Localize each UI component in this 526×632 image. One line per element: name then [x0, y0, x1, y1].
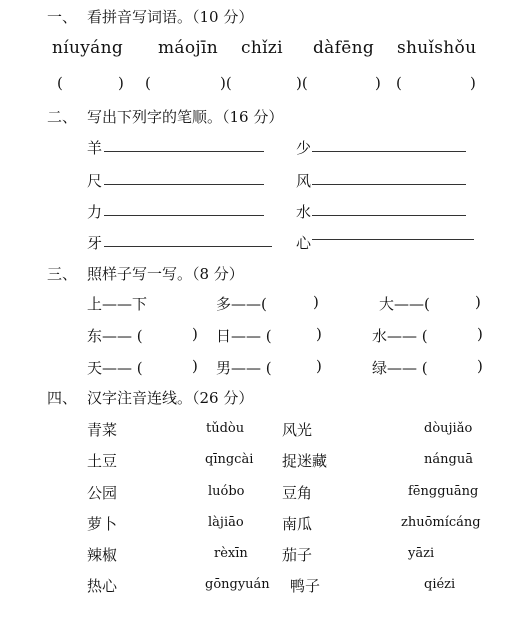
answer-paren: ( [57, 74, 63, 92]
stroke-char: 力 [87, 203, 103, 221]
pinyin-2: máojīn [158, 38, 218, 58]
match-right-word: 南瓜 [282, 515, 313, 533]
stroke-answer-line [312, 151, 466, 152]
pinyin-5: shuǐshǒu [397, 38, 477, 58]
example-item: ) [192, 325, 198, 343]
match-right-pinyin: qiézi [424, 577, 456, 592]
match-right-pinyin: dòujiǎo [424, 421, 473, 436]
section-2-title: 写出下列字的笔顺。（16 分） [87, 108, 284, 126]
match-left-pinyin: luóbo [208, 484, 245, 499]
stroke-answer-line [312, 239, 474, 240]
stroke-answer-line [104, 151, 264, 152]
match-left-pinyin: làjiāo [208, 515, 244, 530]
match-right-word: 茄子 [282, 546, 313, 564]
match-right-pinyin: nánguā [424, 452, 473, 467]
match-right-word: 风光 [282, 421, 313, 439]
match-left-word: 辣椒 [87, 546, 118, 564]
stroke-answer-line [104, 215, 264, 216]
match-right-pinyin: yāzi [408, 546, 435, 561]
match-left-pinyin: gōngyuán [205, 577, 270, 592]
answer-paren: ) [470, 74, 476, 92]
example-item: 天—— ( [87, 359, 143, 377]
answer-paren: ( [145, 74, 151, 92]
example-item: ) [316, 357, 322, 375]
stroke-char: 水 [296, 203, 312, 221]
stroke-char: 少 [296, 139, 312, 157]
pinyin-1: níuyáng [52, 38, 124, 58]
stroke-answer-line [312, 215, 466, 216]
answer-paren: ) [375, 74, 381, 92]
example-item: 日—— ( [216, 327, 272, 345]
match-left-pinyin: qīngcài [205, 452, 254, 467]
match-left-word: 热心 [87, 577, 118, 595]
example-item: ) [313, 293, 319, 311]
match-left-word: 公园 [87, 484, 118, 502]
pinyin-3: chǐzi [241, 38, 283, 58]
example-item: ) [477, 357, 483, 375]
match-right-word: 捉迷藏 [282, 452, 328, 470]
example-item: 大——( [379, 295, 430, 313]
match-right-pinyin: zhuōmícáng [401, 515, 481, 530]
stroke-char: 尺 [87, 172, 103, 190]
example-item: ) [192, 357, 198, 375]
section-2-number: 二、 [47, 108, 78, 126]
section-4-number: 四、 [47, 389, 78, 407]
example-item: 水—— ( [372, 327, 428, 345]
answer-paren: )( [220, 74, 232, 92]
section-1-title: 看拼音写词语。（10 分） [87, 8, 254, 26]
answer-paren: ) [118, 74, 124, 92]
match-left-word: 萝卜 [87, 515, 118, 533]
match-right-pinyin: fēngguāng [408, 484, 479, 499]
stroke-char: 心 [296, 234, 312, 252]
stroke-char: 牙 [87, 234, 103, 252]
answer-paren: )( [296, 74, 308, 92]
example-item: 多——( [216, 295, 267, 313]
example-item: 上——下 [87, 295, 148, 313]
pinyin-4: dàfēng [313, 38, 375, 58]
example-item: 男—— ( [216, 359, 272, 377]
stroke-answer-line [104, 184, 264, 185]
match-left-pinyin: rèxīn [214, 546, 248, 561]
section-3-number: 三、 [47, 265, 78, 283]
example-item: ) [316, 325, 322, 343]
match-left-word: 土豆 [87, 452, 118, 470]
stroke-char: 羊 [87, 139, 103, 157]
stroke-char: 风 [296, 172, 312, 190]
stroke-answer-line [312, 184, 466, 185]
stroke-answer-line [104, 246, 272, 247]
example-item: ) [475, 293, 481, 311]
answer-paren: ( [396, 74, 402, 92]
match-right-word: 豆角 [282, 484, 313, 502]
example-item: 绿—— ( [372, 359, 428, 377]
example-item: 东—— ( [87, 327, 143, 345]
match-right-word: 鸭子 [290, 577, 321, 595]
example-item: ) [477, 325, 483, 343]
section-1-number: 一、 [47, 8, 78, 26]
section-4-title: 汉字注音连线。（26 分） [87, 389, 254, 407]
match-left-pinyin: tǔdòu [206, 421, 245, 436]
match-left-word: 青菜 [87, 421, 118, 439]
section-3-title: 照样子写一写。（8 分） [87, 265, 244, 283]
